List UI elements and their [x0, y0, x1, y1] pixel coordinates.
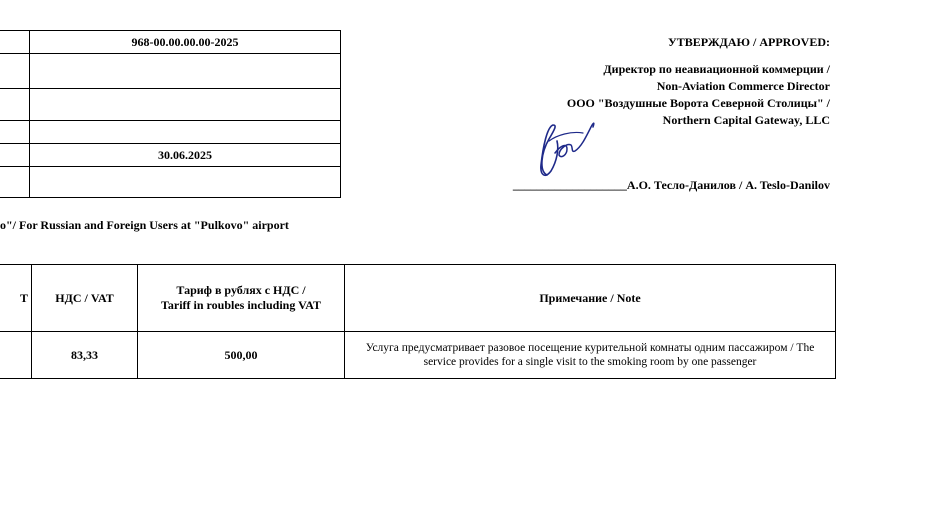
header-vat: НДС / VAT — [32, 265, 138, 332]
approval-company-ru: ООО "Воздушные Ворота Северной Столицы" / — [566, 96, 830, 110]
meta-row-empty — [0, 121, 341, 144]
document-subtitle: о"/ For Russian and Foreign Users at "Pulkovo" airport — [0, 218, 289, 232]
table-row — [0, 332, 836, 379]
meta-cell-value — [30, 54, 341, 89]
meta-row-date — [0, 144, 341, 167]
header-tariff — [138, 265, 345, 332]
row-col1 — [0, 332, 32, 379]
meta-cell-left — [0, 167, 30, 198]
header-note: Примечание / Note — [345, 265, 836, 332]
signature-line: ___________________А.О. Тесло-Данилов / A. Teslo-Danilov — [512, 178, 830, 192]
header-col1: T — [0, 265, 32, 332]
approval-position-en: Non-Aviation Commerce Director — [656, 79, 830, 93]
meta-cell-value — [30, 89, 341, 121]
table-header-row — [0, 265, 836, 332]
meta-row-empty — [0, 54, 341, 89]
meta-cell-left — [0, 89, 30, 121]
row-tariff: 500,00 — [138, 332, 345, 379]
meta-row-empty — [0, 167, 341, 198]
meta-cell-left — [0, 54, 30, 89]
approval-position-ru: Директор по неавиационной коммерции / — [603, 62, 830, 76]
header-tariff-ru: Тариф в рублях с НДС / — [176, 283, 306, 297]
meta-cell-left — [0, 121, 30, 144]
approval-company-en: Northern Capital Gateway, LLC — [662, 113, 830, 127]
document-meta-table — [0, 30, 341, 198]
meta-cell-value — [30, 121, 341, 144]
meta-row-empty — [0, 89, 341, 121]
meta-row-number — [0, 31, 341, 54]
approval-title: УТВЕРЖДАЮ / APPROVED: — [667, 35, 830, 49]
header-tariff-en: Tariff in roubles including VAT — [160, 298, 322, 312]
row-vat: 83,33 — [32, 332, 138, 379]
meta-cell-value — [30, 167, 341, 198]
meta-cell-left — [0, 31, 30, 54]
document-date: 30.06.2025 — [30, 144, 341, 167]
signature-image — [533, 113, 603, 185]
row-note: Услуга предусматривает разовое посещение курительной комнаты одним пассажиром / The service provides for a single visit to the smoking room by one passenger — [345, 332, 836, 379]
tariff-table — [0, 264, 836, 379]
meta-cell-left — [0, 144, 30, 167]
document-number: 968-00.00.00.00-2025 — [30, 31, 341, 54]
